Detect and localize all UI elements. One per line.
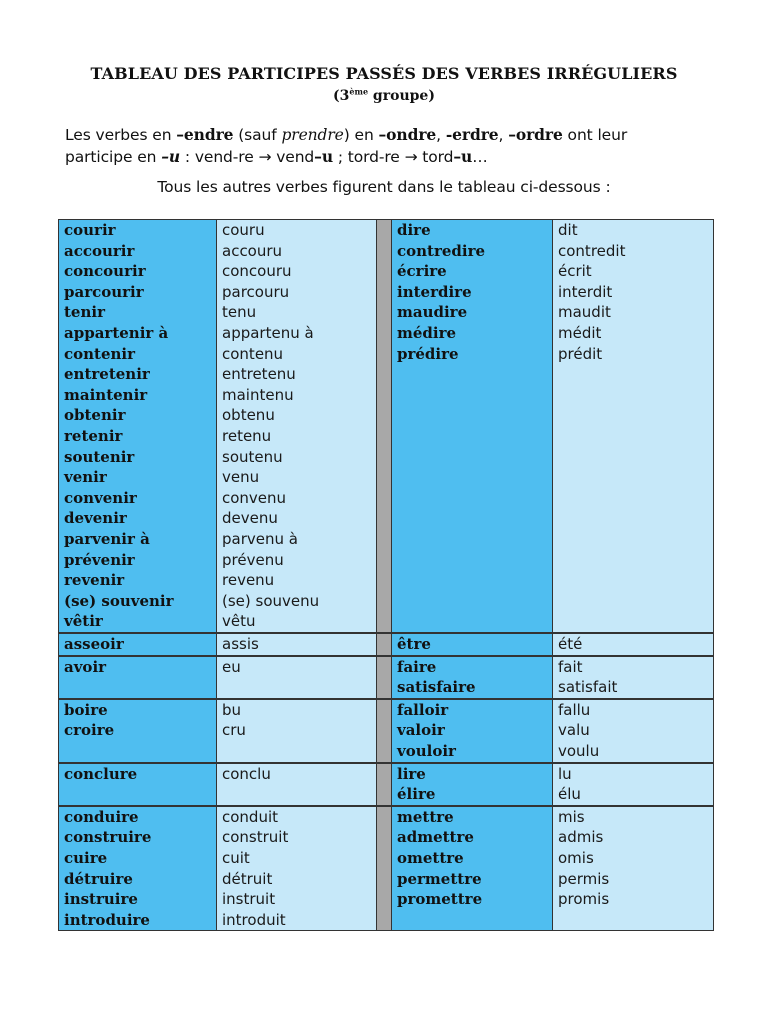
participle-cell: [553, 656, 714, 699]
past-participle: obtenu: [222, 406, 275, 425]
past-participle: construit: [222, 828, 289, 847]
verb-infinitive: prévenir: [64, 550, 135, 569]
verb-cell: [392, 806, 553, 931]
subtitle-open: (3: [333, 88, 350, 104]
verb-cell: [392, 699, 553, 763]
verb-infinitive: appartenir à: [64, 323, 169, 342]
intro-text: ont leur: [562, 126, 628, 144]
past-participle: permis: [558, 869, 610, 888]
verb-infinitive: détruire: [64, 869, 133, 888]
verb-infinitive: maintenir: [64, 385, 148, 404]
verb-infinitive: écrire: [397, 262, 447, 281]
intro-exception-prendre: prendre: [281, 126, 344, 144]
participle-cell: [553, 699, 714, 763]
past-participle: conclu: [222, 764, 271, 783]
verb-cell: [59, 806, 217, 931]
past-participle: parvenu à: [222, 529, 298, 548]
verb-infinitive: vouloir: [397, 741, 456, 760]
column-separator: [377, 220, 392, 634]
verb-infinitive: tenir: [64, 303, 105, 322]
verb-infinitive: venir: [64, 468, 107, 487]
participle-cell: [217, 699, 377, 763]
past-participle: instruit: [222, 890, 276, 909]
participles-table: [58, 219, 714, 931]
past-participle: prédit: [558, 344, 603, 363]
past-participle: contredit: [558, 241, 626, 260]
past-participle: écrit: [558, 262, 592, 281]
column-separator: [377, 763, 392, 806]
participle-cell: [553, 633, 714, 656]
past-participle: voulu: [558, 741, 600, 760]
verb-infinitive: falloir: [397, 700, 449, 719]
participle-cell: [217, 763, 377, 806]
past-participle: soutenu: [222, 447, 283, 466]
column-separator: [377, 656, 392, 699]
intro-ending-erdre: -erdre: [445, 125, 499, 144]
verb-infinitive: admettre: [397, 828, 474, 847]
verb-infinitive: (se) souvenir: [64, 591, 174, 610]
intro-ending-endre: –endre: [176, 125, 234, 144]
column-separator: [377, 633, 392, 656]
past-participle: introduit: [222, 910, 286, 929]
verb-infinitive: prédire: [397, 344, 459, 363]
intro-ending-u: –u: [161, 147, 181, 166]
past-participle: médit: [558, 323, 602, 342]
verb-infinitive: permettre: [397, 869, 482, 888]
past-participle: promis: [558, 890, 610, 909]
past-participle: détruit: [222, 869, 273, 888]
verb-infinitive: devenir: [64, 509, 127, 528]
past-participle: satisfait: [558, 678, 618, 697]
past-participle: cru: [222, 721, 246, 740]
verb-infinitive: faire: [397, 657, 437, 676]
subtitle-superscript: ème: [349, 86, 369, 97]
verb-infinitive: promettre: [397, 890, 483, 909]
past-participle: conduit: [222, 807, 279, 826]
past-participle: élu: [558, 785, 581, 804]
participle-cell: [553, 806, 714, 931]
participle-cell: [217, 633, 377, 656]
verb-infinitive: interdire: [397, 282, 472, 301]
past-participle: cuit: [222, 848, 250, 867]
past-participle: vêtu: [222, 612, 256, 631]
verb-cell: [59, 656, 217, 699]
participle-cell: [217, 806, 377, 931]
verb-infinitive: contenir: [64, 344, 136, 363]
past-participle: maudit: [558, 303, 611, 322]
past-participle: accouru: [222, 241, 283, 260]
intro-ending-u: –u: [453, 147, 473, 166]
verb-infinitive: construire: [64, 828, 152, 847]
verb-infinitive: revenir: [64, 571, 125, 590]
participle-cell: [553, 220, 714, 634]
verb-infinitive: conclure: [64, 764, 138, 783]
verb-infinitive: mettre: [397, 807, 454, 826]
column-separator: [377, 806, 392, 931]
intro-ending-ordre: –ordre: [508, 125, 563, 144]
intro-text: : vend-re → vend: [180, 148, 315, 166]
verb-infinitive: vêtir: [64, 612, 103, 631]
intro-ending-ondre: –ondre: [378, 125, 437, 144]
verb-cell: [59, 633, 217, 656]
past-participle: dit: [558, 221, 578, 239]
past-participle: maintenu: [222, 385, 294, 404]
participle-cell: [217, 656, 377, 699]
past-participle: lu: [558, 764, 572, 783]
verb-infinitive: convenir: [64, 488, 137, 507]
verb-infinitive: lire: [397, 764, 426, 783]
page-subtitle: [0, 88, 768, 104]
verb-infinitive: parcourir: [64, 282, 144, 301]
verb-infinitive: maudire: [397, 303, 468, 322]
verb-infinitive: parvenir à: [64, 529, 150, 548]
verb-infinitive: conduire: [64, 807, 139, 826]
intro-ending-u: –u: [314, 147, 333, 166]
past-participle: admis: [558, 828, 604, 847]
intro-text: …: [472, 148, 488, 166]
verb-cell: [392, 220, 553, 634]
verb-infinitive: instruire: [64, 890, 138, 909]
verb-infinitive: concourir: [64, 262, 146, 281]
past-participle: eu: [222, 657, 241, 676]
verb-infinitive: satisfaire: [397, 678, 476, 697]
intro-paragraph: [65, 124, 725, 168]
verb-infinitive: omettre: [397, 848, 464, 867]
past-participle: parcouru: [222, 282, 290, 301]
verb-infinitive: avoir: [64, 657, 107, 676]
past-participle: interdit: [558, 282, 613, 301]
past-participle: revenu: [222, 571, 275, 590]
verb-infinitive: médire: [397, 323, 457, 342]
past-participle: valu: [558, 721, 590, 740]
verb-infinitive: boire: [64, 700, 108, 719]
intro-text: ) en: [343, 126, 379, 144]
verb-group-row: [59, 699, 714, 763]
verb-infinitive: entretenir: [64, 365, 150, 384]
participle-cell: [217, 220, 377, 634]
intro-text: ,: [498, 126, 509, 144]
column-separator: [377, 699, 392, 763]
page-title: TABLEAU DES PARTICIPES PASSÉS DES VERBES IRRÉGULIERS: [90, 64, 678, 83]
verb-infinitive: croire: [64, 721, 115, 740]
past-participle: venu: [222, 468, 260, 487]
verb-cell: [59, 763, 217, 806]
intro-text: ,: [436, 126, 446, 144]
verb-infinitive: valoir: [397, 721, 445, 740]
verb-cell: [392, 763, 553, 806]
verb-cell: [392, 633, 553, 656]
intro-text: (sauf: [233, 126, 282, 144]
verb-infinitive: être: [397, 635, 431, 653]
past-participle: assis: [222, 635, 259, 653]
verb-infinitive: dire: [397, 221, 431, 239]
verb-infinitive: cuire: [64, 848, 108, 867]
verb-infinitive: retenir: [64, 426, 123, 445]
past-participle: fallu: [558, 700, 591, 719]
verb-infinitive: élire: [397, 785, 436, 804]
verb-group-row: [59, 220, 714, 634]
past-participle: devenu: [222, 509, 278, 528]
past-participle: tenu: [222, 303, 257, 322]
verb-infinitive: accourir: [64, 241, 135, 260]
verb-infinitive: contredire: [397, 241, 486, 260]
intro-text: participe en: [65, 148, 162, 166]
past-participle: entretenu: [222, 365, 296, 384]
past-participle: convenu: [222, 488, 287, 507]
past-participle: contenu: [222, 344, 284, 363]
verb-cell: [59, 699, 217, 763]
verb-group-row: [59, 633, 714, 656]
past-participle: fait: [558, 657, 583, 676]
past-participle: prévenu: [222, 550, 284, 569]
verb-infinitive: courir: [64, 221, 116, 239]
verb-group-row: [59, 763, 714, 806]
verb-group-row: [59, 656, 714, 699]
past-participle: (se) souvenu: [222, 591, 320, 610]
verb-infinitive: soutenir: [64, 447, 135, 466]
past-participle: couru: [222, 221, 265, 239]
verb-infinitive: introduire: [64, 910, 150, 929]
past-participle: été: [558, 635, 583, 653]
verb-group-row: [59, 806, 714, 931]
verb-infinitive: obtenir: [64, 406, 126, 425]
past-participle: bu: [222, 700, 242, 719]
participle-cell: [553, 763, 714, 806]
intro-text: Les verbes en: [65, 126, 177, 144]
past-participle: omis: [558, 848, 594, 867]
verb-infinitive: asseoir: [64, 635, 124, 653]
table-intro-line: Tous les autres verbes figurent dans le tableau ci-dessous :: [157, 178, 611, 196]
verb-cell: [392, 656, 553, 699]
subtitle-close: groupe): [368, 88, 435, 104]
participles-table-body: [59, 220, 714, 931]
past-participle: appartenu à: [222, 323, 314, 342]
verb-cell: [59, 220, 217, 634]
past-participle: retenu: [222, 426, 272, 445]
intro-text: ; tord-re → tord: [333, 148, 454, 166]
past-participle: mis: [558, 807, 585, 826]
past-participle: concouru: [222, 262, 292, 281]
